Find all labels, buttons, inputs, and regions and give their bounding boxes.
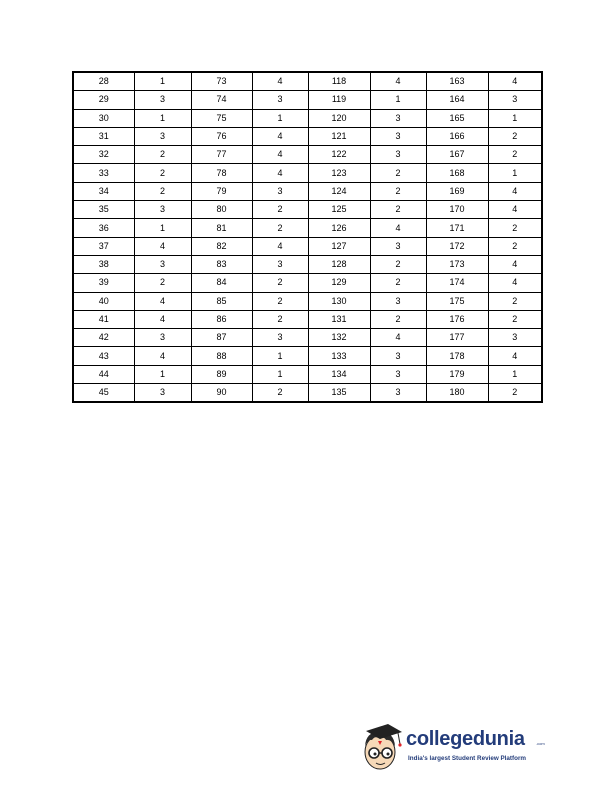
table-row bbox=[73, 347, 542, 365]
table-row bbox=[73, 201, 542, 219]
answer-cell: 3 bbox=[134, 329, 191, 347]
answer-cell: 3 bbox=[370, 292, 426, 310]
question-number-cell: 127 bbox=[308, 237, 370, 255]
answer-cell: 3 bbox=[134, 201, 191, 219]
answer-cell: 1 bbox=[134, 219, 191, 237]
answer-cell: 1 bbox=[252, 109, 308, 127]
question-number-cell: 135 bbox=[308, 384, 370, 403]
question-number-cell: 163 bbox=[426, 72, 488, 91]
answer-cell: 3 bbox=[370, 347, 426, 365]
answer-cell: 4 bbox=[370, 72, 426, 91]
answer-cell: 4 bbox=[370, 219, 426, 237]
answer-cell: 2 bbox=[252, 384, 308, 403]
question-number-cell: 168 bbox=[426, 164, 488, 182]
answer-cell: 3 bbox=[488, 91, 542, 109]
question-number-cell: 31 bbox=[73, 127, 134, 145]
question-number-cell: 81 bbox=[191, 219, 252, 237]
answer-cell: 1 bbox=[488, 164, 542, 182]
answer-cell: 4 bbox=[252, 237, 308, 255]
brand-domain-suffix: .com bbox=[536, 741, 545, 746]
question-number-cell: 45 bbox=[73, 384, 134, 403]
answer-cell: 4 bbox=[252, 127, 308, 145]
answer-cell: 3 bbox=[134, 127, 191, 145]
answer-key-body bbox=[73, 72, 542, 402]
answer-cell: 2 bbox=[488, 384, 542, 403]
question-number-cell: 133 bbox=[308, 347, 370, 365]
question-number-cell: 169 bbox=[426, 182, 488, 200]
question-number-cell: 124 bbox=[308, 182, 370, 200]
answer-cell: 4 bbox=[134, 347, 191, 365]
table-row bbox=[73, 109, 542, 127]
answer-cell: 1 bbox=[370, 91, 426, 109]
question-number-cell: 130 bbox=[308, 292, 370, 310]
answer-cell: 2 bbox=[134, 146, 191, 164]
table-row bbox=[73, 274, 542, 292]
table-row bbox=[73, 219, 542, 237]
answer-cell: 3 bbox=[252, 255, 308, 273]
answer-cell: 4 bbox=[488, 201, 542, 219]
answer-cell: 2 bbox=[488, 127, 542, 145]
question-number-cell: 78 bbox=[191, 164, 252, 182]
answer-cell: 3 bbox=[370, 127, 426, 145]
question-number-cell: 171 bbox=[426, 219, 488, 237]
answer-cell: 3 bbox=[252, 182, 308, 200]
answer-cell: 4 bbox=[252, 146, 308, 164]
answer-cell: 2 bbox=[252, 292, 308, 310]
question-number-cell: 170 bbox=[426, 201, 488, 219]
question-number-cell: 75 bbox=[191, 109, 252, 127]
question-number-cell: 179 bbox=[426, 365, 488, 383]
answer-cell: 2 bbox=[488, 219, 542, 237]
answer-cell: 3 bbox=[370, 384, 426, 403]
question-number-cell: 173 bbox=[426, 255, 488, 273]
answer-cell: 2 bbox=[252, 201, 308, 219]
answer-cell: 4 bbox=[370, 329, 426, 347]
question-number-cell: 118 bbox=[308, 72, 370, 91]
table-row bbox=[73, 255, 542, 273]
question-number-cell: 33 bbox=[73, 164, 134, 182]
answer-cell: 3 bbox=[370, 146, 426, 164]
answer-cell: 2 bbox=[488, 146, 542, 164]
answer-cell: 4 bbox=[134, 237, 191, 255]
table-row bbox=[73, 146, 542, 164]
question-number-cell: 79 bbox=[191, 182, 252, 200]
question-number-cell: 166 bbox=[426, 127, 488, 145]
question-number-cell: 90 bbox=[191, 384, 252, 403]
question-number-cell: 77 bbox=[191, 146, 252, 164]
question-number-cell: 177 bbox=[426, 329, 488, 347]
answer-cell: 2 bbox=[252, 274, 308, 292]
question-number-cell: 129 bbox=[308, 274, 370, 292]
question-number-cell: 40 bbox=[73, 292, 134, 310]
question-number-cell: 76 bbox=[191, 127, 252, 145]
table-row bbox=[73, 182, 542, 200]
question-number-cell: 28 bbox=[73, 72, 134, 91]
question-number-cell: 164 bbox=[426, 91, 488, 109]
question-number-cell: 134 bbox=[308, 365, 370, 383]
table-row bbox=[73, 91, 542, 109]
question-number-cell: 123 bbox=[308, 164, 370, 182]
answer-cell: 3 bbox=[134, 384, 191, 403]
question-number-cell: 41 bbox=[73, 310, 134, 328]
table-row bbox=[73, 310, 542, 328]
mascot-icon bbox=[358, 722, 404, 774]
answer-cell: 1 bbox=[252, 365, 308, 383]
question-number-cell: 80 bbox=[191, 201, 252, 219]
answer-cell: 3 bbox=[134, 255, 191, 273]
question-number-cell: 165 bbox=[426, 109, 488, 127]
answer-cell: 4 bbox=[252, 164, 308, 182]
question-number-cell: 172 bbox=[426, 237, 488, 255]
answer-cell: 3 bbox=[370, 109, 426, 127]
question-number-cell: 29 bbox=[73, 91, 134, 109]
question-number-cell: 39 bbox=[73, 274, 134, 292]
answer-cell: 1 bbox=[134, 72, 191, 91]
question-number-cell: 87 bbox=[191, 329, 252, 347]
answer-cell: 2 bbox=[488, 237, 542, 255]
table-row bbox=[73, 72, 542, 91]
answer-cell: 4 bbox=[488, 347, 542, 365]
answer-cell: 1 bbox=[252, 347, 308, 365]
answer-cell: 2 bbox=[370, 310, 426, 328]
answer-cell: 4 bbox=[488, 274, 542, 292]
table-row bbox=[73, 292, 542, 310]
question-number-cell: 32 bbox=[73, 146, 134, 164]
question-number-cell: 84 bbox=[191, 274, 252, 292]
table-row bbox=[73, 164, 542, 182]
answer-cell: 2 bbox=[134, 274, 191, 292]
question-number-cell: 74 bbox=[191, 91, 252, 109]
answer-cell: 3 bbox=[370, 237, 426, 255]
brand-name: collegedunia bbox=[406, 728, 525, 750]
answer-cell: 3 bbox=[488, 329, 542, 347]
answer-cell: 3 bbox=[370, 365, 426, 383]
answer-cell: 1 bbox=[488, 109, 542, 127]
question-number-cell: 180 bbox=[426, 384, 488, 403]
question-number-cell: 120 bbox=[308, 109, 370, 127]
answer-cell: 2 bbox=[134, 182, 191, 200]
question-number-cell: 176 bbox=[426, 310, 488, 328]
question-number-cell: 167 bbox=[426, 146, 488, 164]
question-number-cell: 82 bbox=[191, 237, 252, 255]
table-row bbox=[73, 127, 542, 145]
question-number-cell: 30 bbox=[73, 109, 134, 127]
answer-cell: 2 bbox=[488, 292, 542, 310]
answer-cell: 1 bbox=[134, 109, 191, 127]
answer-cell: 4 bbox=[134, 310, 191, 328]
question-number-cell: 131 bbox=[308, 310, 370, 328]
answer-cell: 2 bbox=[370, 182, 426, 200]
answer-cell: 1 bbox=[488, 365, 542, 383]
question-number-cell: 86 bbox=[191, 310, 252, 328]
question-number-cell: 36 bbox=[73, 219, 134, 237]
answer-cell: 2 bbox=[488, 310, 542, 328]
question-number-cell: 132 bbox=[308, 329, 370, 347]
question-number-cell: 73 bbox=[191, 72, 252, 91]
question-number-cell: 37 bbox=[73, 237, 134, 255]
answer-cell: 4 bbox=[488, 182, 542, 200]
answer-cell: 3 bbox=[252, 329, 308, 347]
answer-cell: 2 bbox=[370, 164, 426, 182]
question-number-cell: 178 bbox=[426, 347, 488, 365]
question-number-cell: 85 bbox=[191, 292, 252, 310]
answer-cell: 3 bbox=[134, 91, 191, 109]
question-number-cell: 89 bbox=[191, 365, 252, 383]
answer-cell: 4 bbox=[252, 72, 308, 91]
answer-cell: 2 bbox=[134, 164, 191, 182]
answer-cell: 3 bbox=[252, 91, 308, 109]
question-number-cell: 44 bbox=[73, 365, 134, 383]
question-number-cell: 43 bbox=[73, 347, 134, 365]
question-number-cell: 125 bbox=[308, 201, 370, 219]
question-number-cell: 175 bbox=[426, 292, 488, 310]
table-row bbox=[73, 384, 542, 403]
answer-cell: 2 bbox=[252, 310, 308, 328]
table-row bbox=[73, 329, 542, 347]
answer-cell: 4 bbox=[488, 255, 542, 273]
answer-cell: 2 bbox=[252, 219, 308, 237]
answer-cell: 2 bbox=[370, 255, 426, 273]
question-number-cell: 35 bbox=[73, 201, 134, 219]
question-number-cell: 38 bbox=[73, 255, 134, 273]
question-number-cell: 121 bbox=[308, 127, 370, 145]
answer-cell: 2 bbox=[370, 274, 426, 292]
question-number-cell: 128 bbox=[308, 255, 370, 273]
answer-cell: 2 bbox=[370, 201, 426, 219]
brand-tagline: India's largest Student Review Platform bbox=[408, 755, 527, 762]
question-number-cell: 88 bbox=[191, 347, 252, 365]
table-row bbox=[73, 237, 542, 255]
question-number-cell: 126 bbox=[308, 219, 370, 237]
answer-cell: 4 bbox=[488, 72, 542, 91]
question-number-cell: 122 bbox=[308, 146, 370, 164]
question-number-cell: 174 bbox=[426, 274, 488, 292]
question-number-cell: 119 bbox=[308, 91, 370, 109]
question-number-cell: 42 bbox=[73, 329, 134, 347]
table-row bbox=[73, 365, 542, 383]
collegedunia-logo bbox=[358, 722, 548, 774]
question-number-cell: 83 bbox=[191, 255, 252, 273]
question-number-cell: 34 bbox=[73, 182, 134, 200]
answer-cell: 4 bbox=[134, 292, 191, 310]
answer-key-table bbox=[72, 71, 543, 403]
answer-cell: 1 bbox=[134, 365, 191, 383]
